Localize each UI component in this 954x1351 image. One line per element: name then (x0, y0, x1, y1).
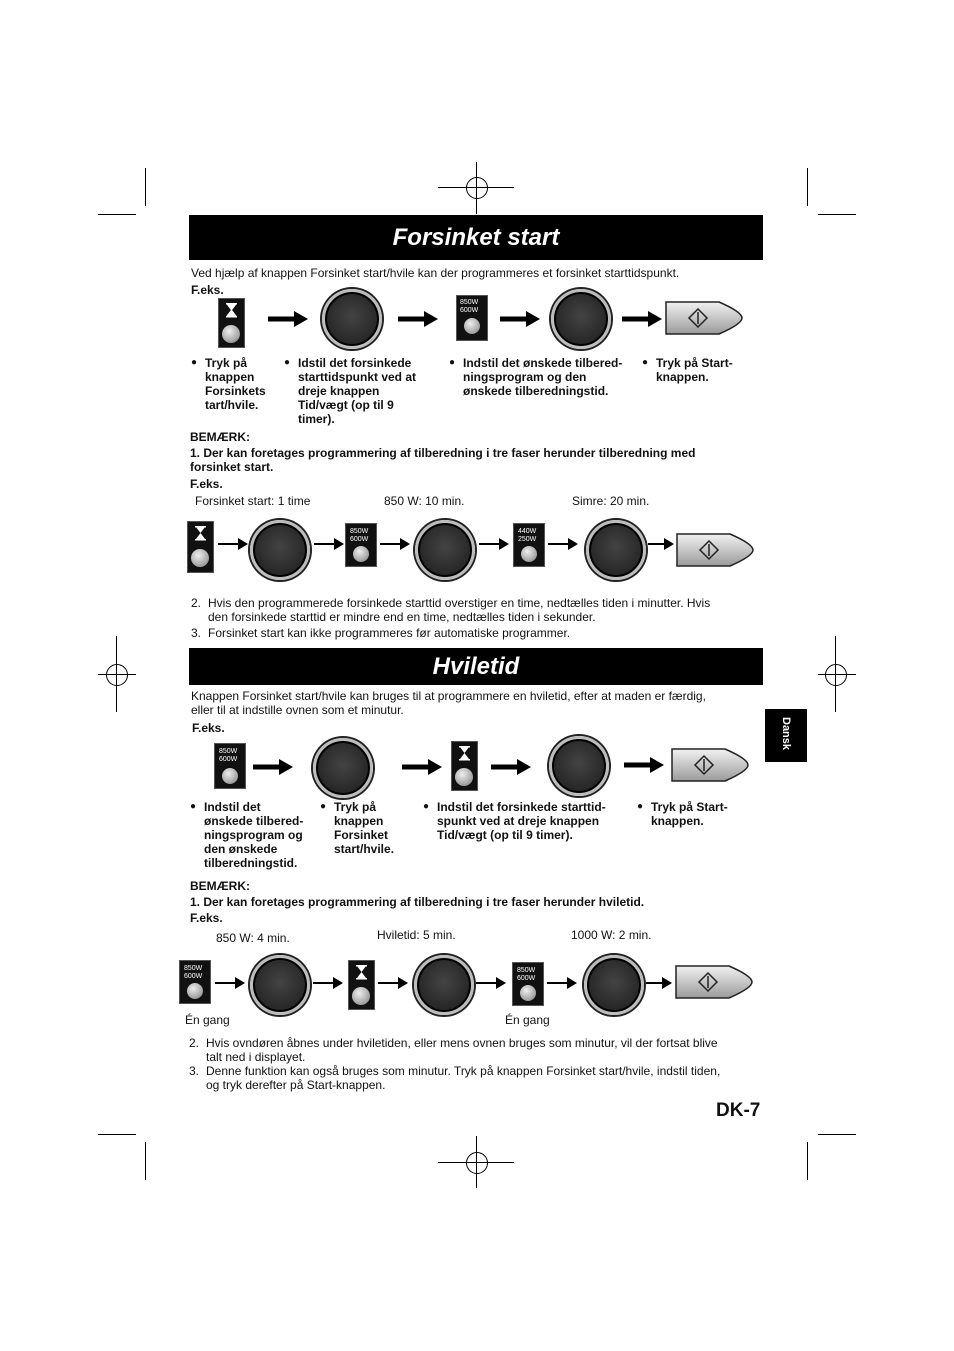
example-label: F.eks. (191, 283, 224, 297)
power-level-button-icon: 850W 600W (214, 743, 246, 789)
time-weight-knob (250, 955, 310, 1015)
note-1: 1. Der kan foretages programmering af tilberedning i tre faser herunder hviletid. (190, 895, 645, 909)
arrow-right-icon (491, 759, 531, 775)
crop-mark (807, 1142, 808, 1180)
once-label: Én gang (505, 1013, 550, 1027)
once-label: Én gang (185, 1013, 230, 1027)
time-weight-knob (250, 520, 310, 580)
step-1: ● Indstil det ønskede tilbered- ningsprogram og den ønskede tilberedningstid. (190, 800, 324, 870)
step-3: ● Indstil det ønskede tilbered- ningsprogram og den ønskede tilberedningstid. (449, 356, 653, 398)
step-2: ● Tryk på knappen Forsinket start/hvile. (320, 800, 424, 856)
power-level-button-icon: 850W 600W (179, 960, 211, 1004)
note-1: 1. Der kan foretages programmering af tilberedning i tre faser herunder tilberedning med forsinket start. (190, 446, 696, 474)
caption-simmer: Simre: 20 min. (572, 494, 650, 508)
note-label: BEMÆRK: (190, 430, 250, 444)
arrow-right-icon (378, 977, 408, 989)
arrow-right-icon (402, 759, 442, 775)
note-2: 2. Hvis den programmerede forsinkede starttid overstiger en time, nedtælles tiden i minutter. Hvis den forsinkede starttid er mindre end en time, nedtælles tiden i sekunder. (191, 596, 711, 624)
crop-mark (818, 214, 856, 215)
crop-mark (818, 1134, 856, 1135)
intro-text: Ved hjælp af knappen Forsinket start/hvile kan der programmeres et forsinket starttidspunkt. (191, 266, 680, 280)
step-4: ● Tryk på Start- knappen. (637, 800, 761, 828)
arrow-right-icon (313, 977, 343, 989)
step-4: ● Tryk på Start- knappen. (642, 356, 766, 384)
start-button-icon (674, 964, 754, 1000)
section-title-hviletid: Hviletid (189, 648, 763, 685)
time-weight-knob (551, 289, 611, 349)
language-tab: Dansk (765, 709, 807, 762)
arrow-right-icon (646, 977, 672, 989)
power-level-button-icon: 850W 600W (456, 295, 488, 341)
step-2: ● Idstil det forsinkede starttidspunkt ved at dreje knappen Tid/vægt (op til 9 timer). (284, 356, 458, 426)
time-weight-knob (586, 520, 646, 580)
example-label-2: F.eks. (190, 477, 223, 491)
arrow-right-icon (398, 311, 438, 327)
timer-button-icon (451, 741, 478, 791)
page-number: DK-7 (716, 1100, 761, 1121)
start-button-icon (670, 747, 750, 783)
arrow-right-icon (648, 538, 674, 550)
arrow-right-icon (500, 311, 540, 327)
crop-mark (145, 1142, 146, 1180)
power-level-button-icon: 850W 600W (512, 962, 544, 1006)
time-weight-knob (415, 520, 475, 580)
arrow-right-icon (476, 977, 506, 989)
time-weight-knob (322, 289, 382, 349)
caption-delay: Forsinket start: 1 time (195, 494, 311, 508)
note-2: 2. Hvis ovndøren åbnes under hviletiden, eller mens ovnen bruges som minutur, vil der fortsat blive talt ned i displayet. (189, 1036, 718, 1064)
crop-mark (98, 214, 136, 215)
timer-button-icon (218, 298, 245, 348)
time-weight-knob (549, 736, 609, 796)
example-label: F.eks. (192, 721, 225, 735)
power-level-button-icon: 850W 600W (345, 523, 377, 567)
step-3: ● Indstil det forsinkede starttid- spunkt ved at dreje knappen Tid/vægt (op til 9 timer). (423, 800, 637, 842)
arrow-right-icon (215, 977, 245, 989)
caption-850w: 850 W: 4 min. (216, 931, 290, 945)
time-weight-knob (584, 955, 644, 1015)
note-label: BEMÆRK: (190, 879, 250, 893)
example-label-2: F.eks. (190, 911, 223, 925)
step-1: ● Tryk på knappen Forsinkets tart/hvile. (191, 356, 295, 412)
arrow-right-icon (624, 757, 664, 773)
arrow-right-icon (548, 538, 578, 550)
arrow-right-icon (380, 538, 410, 550)
caption-rest-time: Hviletid: 5 min. (377, 928, 456, 942)
note-3: 3. Denne funktion kan også bruges som minutur. Tryk på knappen Forsinket start/hvile, indstil tiden, og tryk derefter på Start-knappen. (189, 1064, 721, 1092)
caption-850w: 850 W: 10 min. (384, 494, 465, 508)
crop-mark (98, 1134, 136, 1135)
intro-text: Knappen Forsinket start/hvile kan bruges til at programmere en hviletid, efter at maden er færdig, eller til at indstille ovnen som et minutur. (191, 689, 706, 717)
arrow-right-icon (218, 538, 248, 550)
start-button-icon (675, 532, 755, 568)
simmer-power-button-icon: 440W 250W (513, 523, 545, 567)
timer-button-icon (348, 960, 375, 1010)
arrow-right-icon (268, 311, 308, 327)
arrow-right-icon (622, 311, 662, 327)
arrow-right-icon (479, 538, 509, 550)
section-title-forsinket-start: Forsinket start (189, 215, 763, 260)
time-weight-knob (313, 738, 373, 798)
start-button-icon (664, 300, 744, 336)
arrow-right-icon (253, 759, 293, 775)
note-3: 3. Forsinket start kan ikke programmeres før automatiske programmer. (191, 626, 571, 640)
caption-1000w: 1000 W: 2 min. (571, 928, 652, 942)
crop-mark (807, 168, 808, 206)
arrow-right-icon (314, 538, 344, 550)
time-weight-knob (414, 955, 474, 1015)
timer-button-icon (187, 521, 214, 573)
arrow-right-icon (547, 977, 577, 989)
crop-mark (145, 168, 146, 206)
